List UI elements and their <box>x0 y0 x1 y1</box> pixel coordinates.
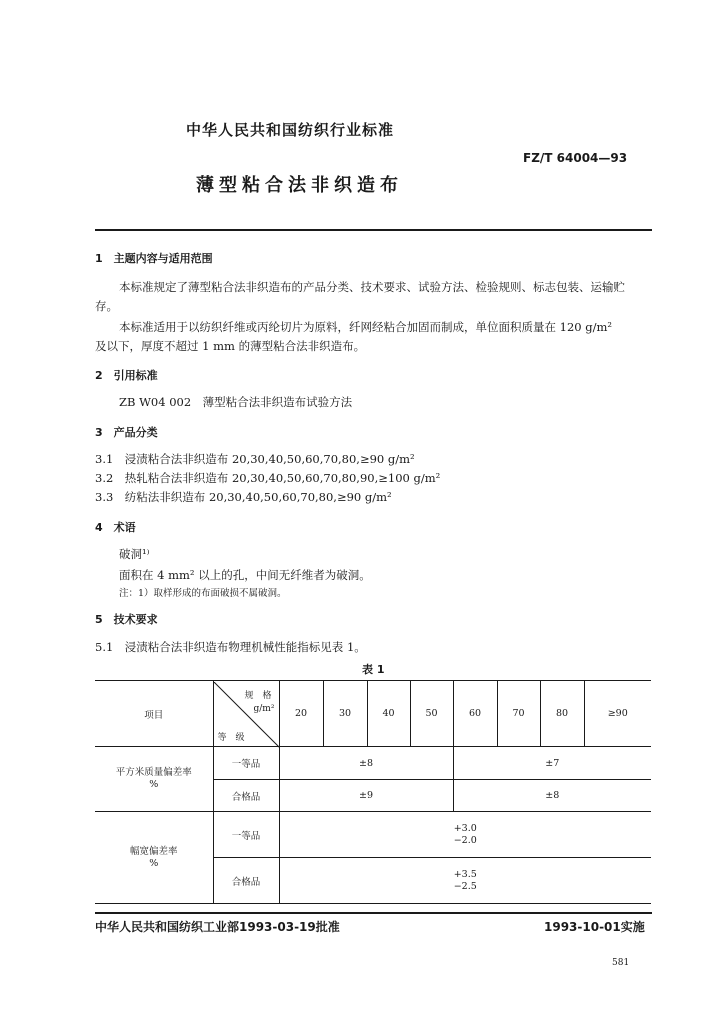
classification-item: 3.3 纺粘法非织造布 20,30,40,50,60,70,80,≥90 g/m² <box>95 490 392 504</box>
column-header: 50 <box>410 681 453 747</box>
grade-qualified: 合格品 <box>213 858 279 904</box>
grade-first: 一等品 <box>213 812 279 858</box>
section-1-heading: 1 主题内容与适用范围 <box>95 252 213 265</box>
classification-item: 3.1 浸渍粘合法非织造布 20,30,40,50,60,70,80,≥90 g/m² <box>95 452 415 466</box>
section-1-para2-line2: 及以下，厚度不超过 1 mm 的薄型粘合法非织造布。 <box>95 339 366 353</box>
section-2-heading: 2 引用标准 <box>95 369 158 382</box>
header-diagonal-cell <box>213 681 279 747</box>
value-cell: ±8 <box>279 747 453 780</box>
column-header: 20 <box>279 681 323 747</box>
section-3-heading: 3 产品分类 <box>95 426 158 439</box>
footnote: 注：1）取样形成的布面破损不属破洞。 <box>119 588 287 599</box>
header-rule <box>95 229 652 231</box>
grade-qualified: 合格品 <box>213 780 279 812</box>
value-cell: ±8 <box>453 780 651 812</box>
classification-item: 3.2 热轧粘合法非织造布 20,30,40,50,60,70,80,90,≥100 g/m² <box>95 471 441 485</box>
value-cell: +3.0 −2.0 <box>279 812 651 858</box>
section-4-heading: 4 术语 <box>95 521 136 534</box>
header-grade-label: 等 级 <box>217 732 245 743</box>
table-caption: 表 1 <box>362 663 385 676</box>
value-cell: ±7 <box>453 747 651 780</box>
document-title: 薄型粘合法非织造布 <box>196 175 403 196</box>
column-header: ≥90 <box>584 681 651 747</box>
column-header: 80 <box>540 681 584 747</box>
normative-reference: ZB W04 002 薄型粘合法非织造布试验方法 <box>119 395 353 409</box>
grade-first: 一等品 <box>213 747 279 780</box>
row-item-width-deviation: 幅宽偏差率 % <box>95 812 213 904</box>
column-header: 70 <box>497 681 540 747</box>
value-cell: +3.5 −2.5 <box>279 858 651 904</box>
term: 破洞¹⁾ <box>119 547 150 561</box>
approval-line: 中华人民共和国纺织工业部1993-03-19批准 <box>95 920 340 934</box>
section-1-para2-line1: 本标准适用于以纺织纤维或丙纶切片为原料，纤网经粘合加固而制成，单位面积质量在 120 g/m² <box>119 320 613 334</box>
issuing-organization: 中华人民共和国纺织行业标准 <box>186 121 395 139</box>
term-definition: 面积在 4 mm² 以上的孔，中间无纤维者为破洞。 <box>119 568 371 582</box>
row-item-mass-deviation: 平方米质量偏差率 % <box>95 747 213 812</box>
properties-table <box>95 680 651 904</box>
section-5-heading: 5 技术要求 <box>95 613 158 626</box>
header-unit-label: g/m² <box>253 703 275 714</box>
section-1-para1-line1: 本标准规定了薄型粘合法非织造布的产品分类、技术要求、试验方法、检验规则、标志包装、运输贮 <box>119 280 625 294</box>
header-item: 项目 <box>95 681 213 747</box>
value-cell: ±9 <box>279 780 453 812</box>
header-spec-label: 规 格 <box>244 690 272 701</box>
column-header: 60 <box>453 681 497 747</box>
footer-rule <box>95 912 652 914</box>
column-header: 30 <box>323 681 367 747</box>
section-1-para1-line2: 存。 <box>95 299 118 313</box>
page-number: 581 <box>612 958 630 968</box>
standard-number: FZ/T 64004—93 <box>523 151 628 165</box>
requirement-5-1: 5.1 浸渍粘合法非织造布物理机械性能指标见表 1。 <box>95 640 366 654</box>
effective-date: 1993-10-01实施 <box>544 920 645 934</box>
column-header: 40 <box>367 681 410 747</box>
